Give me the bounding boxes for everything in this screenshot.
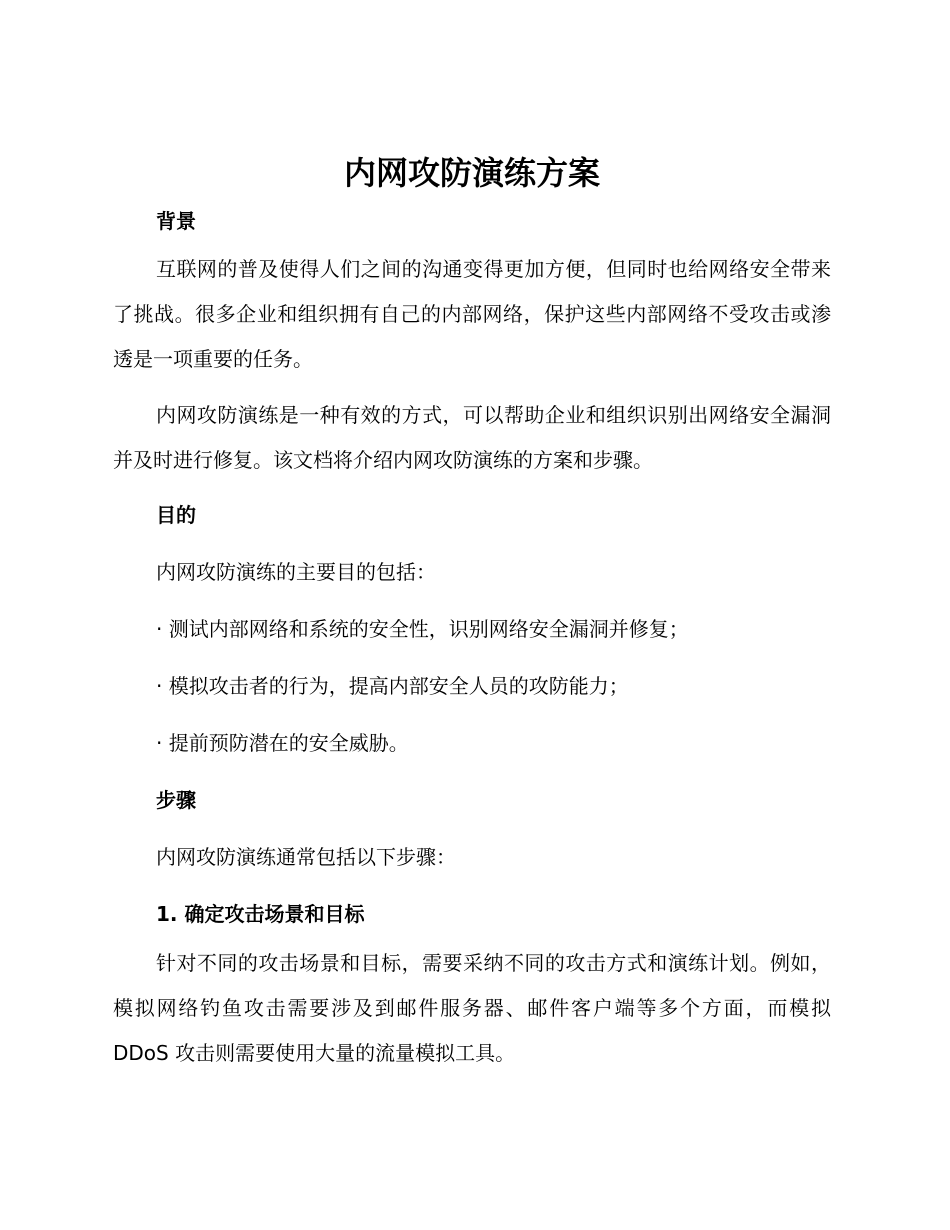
document-title: 内网攻防演练方案 [343,154,600,192]
document-page [113,148,831,1076]
step-1-heading: 1. 确定攻击场景和目标 [156,902,365,926]
section-heading-background: 背景 [156,209,196,233]
purpose-bullet-1: · 测试内部网络和系统的安全性，识别网络安全漏洞并修复； [156,617,689,641]
step-1-paragraph: 针对不同的攻击场景和目标，需要采纳不同的攻击方式和演练计划。例如，模拟网络钓鱼攻击需要涉及到邮件服务器、邮件客户端等多个方面，而模拟 DDoS 攻击则需要使用大量的流量模拟工具。 [113,951,831,1065]
section-heading-steps: 步骤 [156,788,196,812]
background-paragraph-1: 互联网的普及使得人们之间的沟通变得更加方便，但同时也给网络安全带来了挑战。很多企业和组织拥有自己的内部网络，保护这些内部网络不受攻击或渗透是一项重要的任务。 [113,257,831,371]
section-heading-purpose: 目的 [156,503,196,527]
purpose-bullet-2: · 模拟攻击者的行为，提高内部安全人员的攻防能力； [156,674,629,698]
purpose-intro: 内网攻防演练的主要目的包括： [156,560,436,584]
background-paragraph-2: 内网攻防演练是一种有效的方式，可以帮助企业和组织识别出网络安全漏洞并及时进行修复。该文档将介绍内网攻防演练的方案和步骤。 [113,403,831,472]
steps-intro: 内网攻防演练通常包括以下步骤： [156,845,456,869]
purpose-bullet-3: · 提前预防潜在的安全威胁。 [156,731,409,755]
